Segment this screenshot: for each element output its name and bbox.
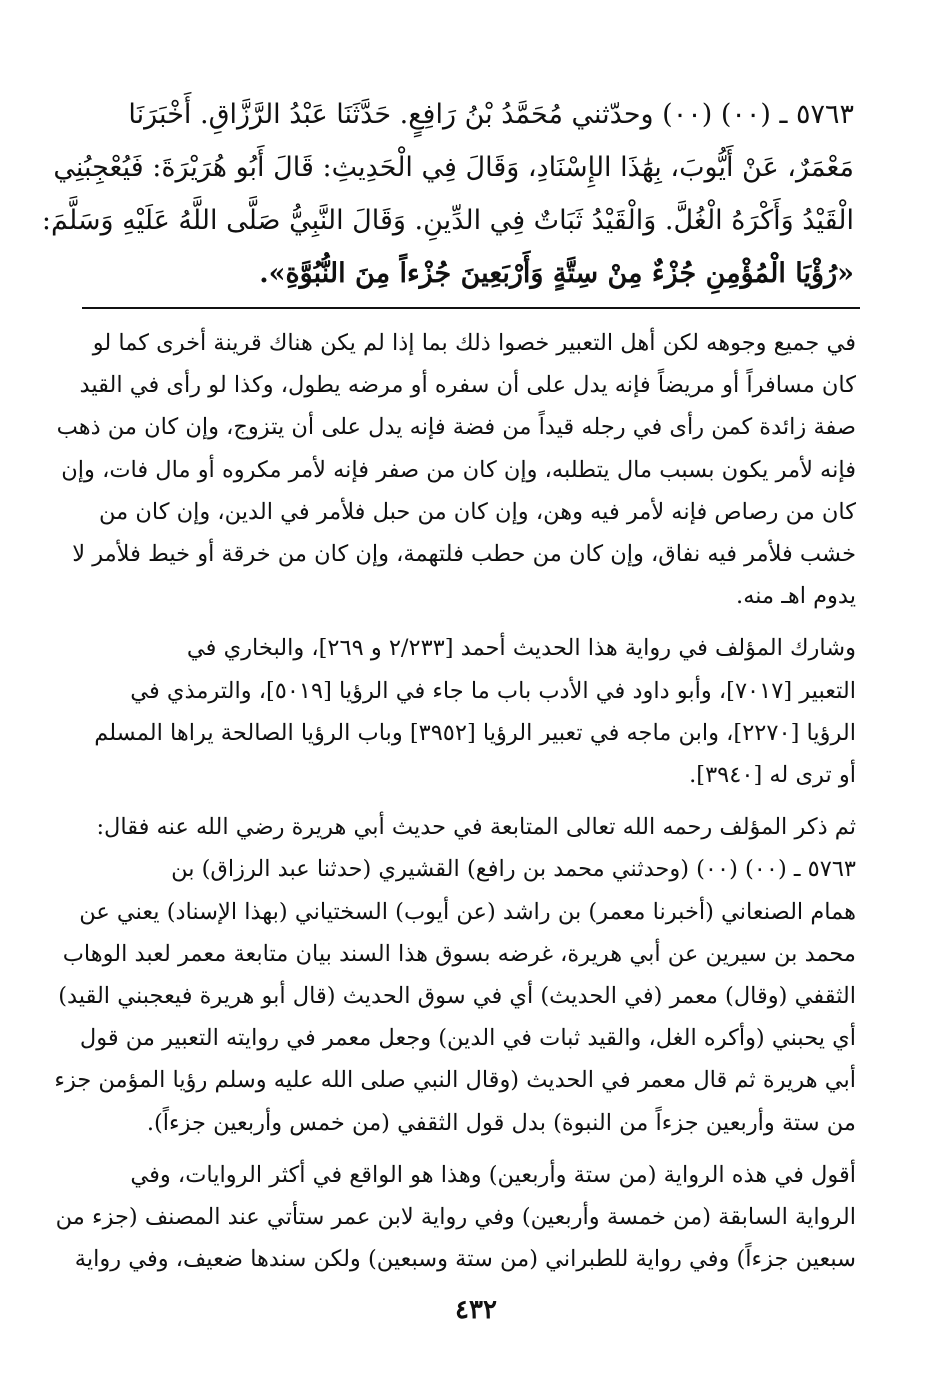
- hadith-line: مَعْمَرٌ، عَنْ أَيُّوبَ، بِهَٰذَا الإِسْنَادِ، وَقَالَ فِي الْحَدِيثِ: قَالَ أَبُو هُرَيْرَةَ: فَيُعْجِبُنِي: [53, 152, 854, 183]
- commentary-line: في جميع وجوهه لكن أهل التعبير خصوا ذلك بما إذا لم يكن هناك قرينة أخرى كما لو: [92, 330, 856, 356]
- commentary-line: فإنه لأمر يكون بسبب مال يتطلبه، وإن كان من صفر فإنه لأمر مكروه أو مال فات، وإن: [61, 456, 856, 483]
- paragraph-gap: [80, 1144, 856, 1154]
- hadith-line: الْقَيْدُ وَأَكْرَهُ الْغُلَّ. وَالْقَيْدُ ثَبَاتٌ فِي الدِّينِ. وَقَالَ النَّبِيُّ صَلَّى اللَّهُ عَلَيْهِ وَسَلَّمَ:: [41, 205, 854, 236]
- commentary-line: التعبير [٧٠١٧]، وأبو داود في الأدب باب ما جاء في الرؤيا [٥٠١٩]، والترمذي في: [130, 677, 856, 704]
- hadith-text: [41, 88, 854, 300]
- commentary-line: أقول في هذه الرواية (من ستة وأربعين) وهذا هو الواقع في أكثر الروايات، وفي: [130, 1161, 856, 1188]
- commentary-line: الرواية السابقة (من خمسة وأربعين) وفي رواية لابن عمر ستأتي عند المصنف (جزء من: [55, 1204, 856, 1231]
- commentary-paragraph-2: [80, 627, 856, 796]
- commentary-line: كان مسافراً أو مريضاً فإنه يدل على أن سفره أو مرضه يطول، وكذا لو رأى في القيد: [79, 372, 856, 399]
- commentary-paragraph-1: [56, 322, 856, 617]
- commentary-line: ثم ذكر المؤلف رحمه الله تعالى المتابعة في حديث أبي هريرة رضي الله عنه فقال:: [96, 814, 856, 841]
- commentary-paragraph-5: [55, 1154, 856, 1281]
- separator-rule: [82, 307, 860, 309]
- commentary-paragraph-4: [54, 848, 856, 1143]
- commentary-line: ٥٧٦٣ ـ (٠٠) (٠٠) (وحدثني محمد بن رافع) القشيري (حدثنا عبد الرزاق) بن: [171, 856, 856, 883]
- page-number: ٤٣٢: [455, 1295, 497, 1325]
- commentary-text: [54, 322, 856, 1280]
- paragraph-gap: [80, 796, 856, 806]
- commentary-line: خشب فلأمر فيه نفاق، وإن كان من حطب فلتهمة، وإن كان من خرقة أو خيط فلأمر لا: [72, 541, 856, 568]
- commentary-line: محمد بن سيرين عن أبي هريرة، غرضه بسوق هذا السند بيان متابعة معمر لعبد الوهاب: [62, 940, 856, 967]
- commentary-line: همام الصنعاني (أخبرنا معمر) بن راشد (عن أيوب) السختياني (بهذا الإسناد) يعني عن: [79, 898, 856, 925]
- commentary-line: كان من رصاص فإنه لأمر فيه وهن، وإن كان من حبل فلأمر في الدين، وإن كان من: [99, 498, 856, 525]
- commentary-line: يدوم اهـ منه.: [736, 583, 856, 610]
- commentary-line: أي يحبني (وأكره الغل، والقيد ثبات في الدين) وجعل معمر في روايته التعبير من قول: [79, 1025, 856, 1052]
- commentary-paragraph-3: [80, 806, 856, 848]
- commentary-line: وشارك المؤلف في رواية هذا الحديث أحمد [٢/٢٣٣ و ٢٦٩]، والبخاري في: [186, 635, 856, 662]
- commentary-line: الثقفي (وقال) معمر (في الحديث) أي في سوق الحديث (قال أبو هريرة فيعجبني القيد): [58, 983, 856, 1010]
- hadith-line-bold: «رُؤْيَا الْمُؤْمِنِ جُزْءٌ مِنْ سِتَّةٍ وَأَرْبَعِينَ جُزْءاً مِنَ النُّبُوَّةِ».: [259, 258, 854, 289]
- commentary-line: سبعين جزءاً) وفي رواية للطبراني (من ستة وسبعين) ولكن سندها ضعيف، وفي رواية: [74, 1246, 856, 1273]
- commentary-line: أبي هريرة ثم قال معمر في الحديث (وقال النبي صلى الله عليه وسلم رؤيا المؤمن جزء: [54, 1067, 856, 1094]
- commentary-line: الرؤيا [٢٢٧٠]، وابن ماجه في تعبير الرؤيا [٣٩٥٢] وباب الرؤيا الصالحة يراها المسلم: [94, 719, 856, 746]
- commentary-line: أو ترى له [٣٩٤٠].: [689, 762, 856, 789]
- hadith-line: ٥٧٦٣ ـ (٠٠) (٠٠) وحدّثني مُحَمَّدُ بْنُ رَافِعٍ. حَدَّثَنَا عَبْدُ الرَّزَّاقِ. أَخْبَرَنَا: [128, 99, 854, 130]
- commentary-line: من ستة وأربعين جزءاً من النبوة) بدل قول الثقفي (من خمس وأربعين جزءاً).: [146, 1109, 856, 1136]
- paragraph-gap: [80, 617, 856, 627]
- commentary-line: صفة زائدة كمن رأى في رجله قيداً من فضة فإنه يدل على أن يتزوج، وإن كان من ذهب: [56, 414, 856, 441]
